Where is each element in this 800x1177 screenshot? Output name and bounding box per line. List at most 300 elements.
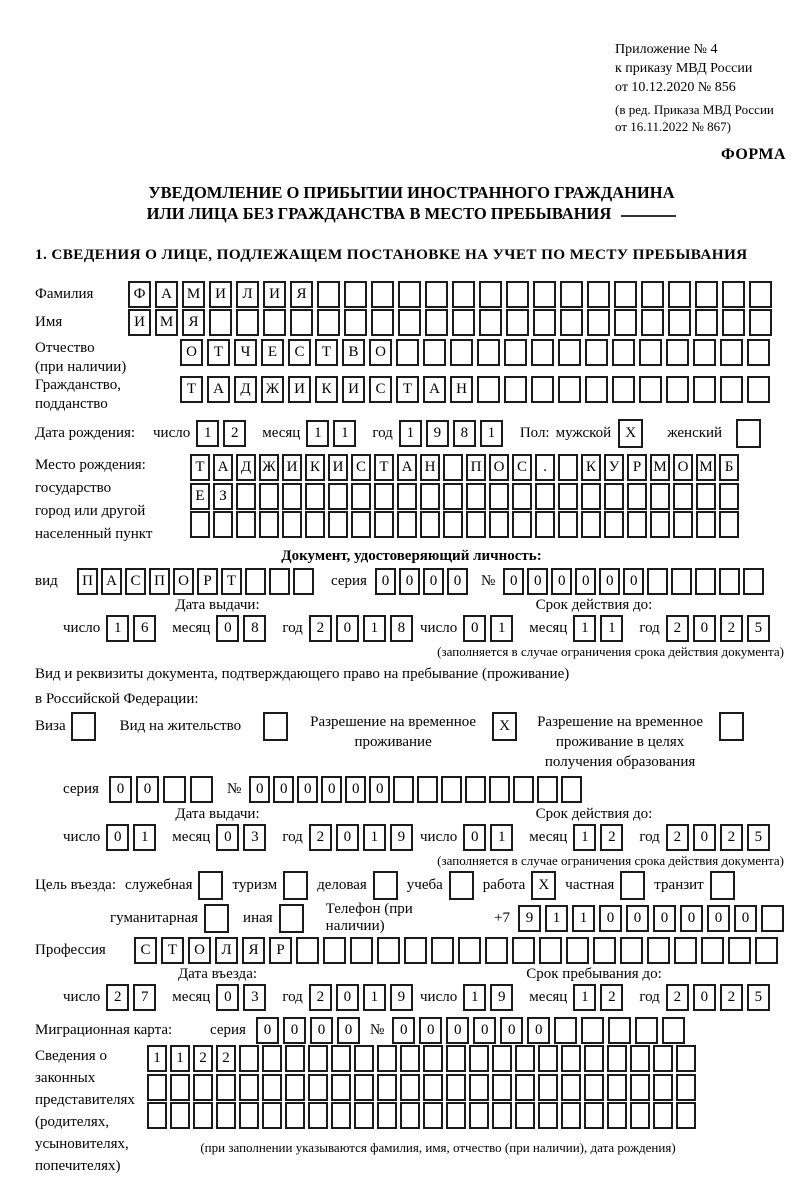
char-cell[interactable]: [269, 568, 290, 595]
char-cell[interactable]: [538, 1102, 558, 1129]
char-cell[interactable]: [593, 937, 616, 964]
char-cell[interactable]: 2: [309, 615, 332, 642]
char-cell[interactable]: [420, 483, 440, 510]
char-cell[interactable]: 3: [243, 824, 266, 851]
char-cell[interactable]: [554, 1017, 577, 1044]
char-cell[interactable]: [581, 511, 601, 538]
char-cell[interactable]: 1: [545, 905, 568, 932]
char-cell[interactable]: П: [149, 568, 170, 595]
char-cell[interactable]: [398, 309, 421, 336]
char-cell[interactable]: [420, 511, 440, 538]
char-cell[interactable]: [743, 568, 764, 595]
char-cell[interactable]: [423, 1074, 443, 1101]
char-cell[interactable]: [443, 454, 463, 481]
char-cell[interactable]: [443, 483, 463, 510]
char-cell[interactable]: Ф: [128, 281, 151, 308]
char-cell[interactable]: 5: [747, 615, 770, 642]
char-cell[interactable]: Ч: [234, 339, 257, 366]
char-cell[interactable]: [581, 1017, 604, 1044]
char-cell[interactable]: [558, 339, 581, 366]
char-cell[interactable]: [317, 281, 340, 308]
char-cell[interactable]: 1: [480, 420, 503, 447]
char-cell[interactable]: Т: [190, 454, 210, 481]
char-cell[interactable]: [720, 339, 743, 366]
char-cell[interactable]: И: [282, 454, 302, 481]
char-cell[interactable]: С: [369, 376, 392, 403]
purpose-humanitarian-checkbox[interactable]: [204, 904, 229, 933]
char-cell[interactable]: И: [209, 281, 232, 308]
char-cell[interactable]: 6: [133, 615, 156, 642]
char-cell[interactable]: [239, 1074, 259, 1101]
char-cell[interactable]: [308, 1102, 328, 1129]
char-cell[interactable]: [696, 483, 716, 510]
char-cell[interactable]: [515, 1102, 535, 1129]
char-cell[interactable]: [393, 776, 414, 803]
char-cell[interactable]: 5: [747, 984, 770, 1011]
char-cell[interactable]: С: [288, 339, 311, 366]
char-cell[interactable]: У: [604, 454, 624, 481]
char-cell[interactable]: [262, 1074, 282, 1101]
purpose-transit-checkbox[interactable]: [710, 871, 735, 900]
char-cell[interactable]: [296, 937, 319, 964]
char-cell[interactable]: [398, 281, 421, 308]
char-cell[interactable]: 0: [447, 568, 468, 595]
char-cell[interactable]: 2: [216, 1045, 236, 1072]
char-cell[interactable]: [147, 1102, 167, 1129]
char-cell[interactable]: [539, 937, 562, 964]
char-cell[interactable]: [614, 281, 637, 308]
char-cell[interactable]: [236, 511, 256, 538]
char-cell[interactable]: [282, 483, 302, 510]
char-cell[interactable]: [331, 1045, 351, 1072]
char-cell[interactable]: [209, 309, 232, 336]
char-cell[interactable]: [377, 1074, 397, 1101]
char-cell[interactable]: [630, 1102, 650, 1129]
char-cell[interactable]: [693, 339, 716, 366]
char-cell[interactable]: [216, 1102, 236, 1129]
char-cell[interactable]: 1: [147, 1045, 167, 1072]
char-cell[interactable]: О: [673, 454, 693, 481]
char-cell[interactable]: О: [188, 937, 211, 964]
char-cell[interactable]: К: [305, 454, 325, 481]
visa-checkbox[interactable]: [71, 712, 96, 741]
char-cell[interactable]: [425, 309, 448, 336]
char-cell[interactable]: 2: [666, 984, 689, 1011]
char-cell[interactable]: [492, 1074, 512, 1101]
char-cell[interactable]: [561, 1045, 581, 1072]
char-cell[interactable]: [466, 511, 486, 538]
char-cell[interactable]: 0: [653, 905, 676, 932]
char-cell[interactable]: 0: [423, 568, 444, 595]
char-cell[interactable]: [728, 937, 751, 964]
char-cell[interactable]: Т: [396, 376, 419, 403]
char-cell[interactable]: И: [342, 376, 365, 403]
char-cell[interactable]: [193, 1102, 213, 1129]
char-cell[interactable]: [749, 309, 772, 336]
char-cell[interactable]: 1: [170, 1045, 190, 1072]
char-cell[interactable]: [627, 483, 647, 510]
char-cell[interactable]: [489, 776, 510, 803]
char-cell[interactable]: [506, 281, 529, 308]
char-cell[interactable]: [587, 309, 610, 336]
char-cell[interactable]: [612, 339, 635, 366]
char-cell[interactable]: 0: [707, 905, 730, 932]
char-cell[interactable]: [213, 511, 233, 538]
char-cell[interactable]: [351, 483, 371, 510]
char-cell[interactable]: [676, 1102, 696, 1129]
char-cell[interactable]: [305, 483, 325, 510]
char-cell[interactable]: [489, 483, 509, 510]
char-cell[interactable]: [331, 1074, 351, 1101]
char-cell[interactable]: 0: [336, 824, 359, 851]
char-cell[interactable]: 0: [399, 568, 420, 595]
char-cell[interactable]: Р: [627, 454, 647, 481]
char-cell[interactable]: 2: [193, 1045, 213, 1072]
char-cell[interactable]: [443, 511, 463, 538]
char-cell[interactable]: [308, 1045, 328, 1072]
char-cell[interactable]: [719, 483, 739, 510]
char-cell[interactable]: [620, 937, 643, 964]
char-cell[interactable]: Я: [242, 937, 265, 964]
char-cell[interactable]: 1: [490, 615, 513, 642]
char-cell[interactable]: П: [77, 568, 98, 595]
char-cell[interactable]: [423, 1045, 443, 1072]
char-cell[interactable]: 9: [490, 984, 513, 1011]
char-cell[interactable]: О: [489, 454, 509, 481]
char-cell[interactable]: [477, 376, 500, 403]
char-cell[interactable]: М: [650, 454, 670, 481]
char-cell[interactable]: Т: [221, 568, 242, 595]
char-cell[interactable]: [458, 937, 481, 964]
char-cell[interactable]: В: [342, 339, 365, 366]
char-cell[interactable]: 1: [463, 984, 486, 1011]
char-cell[interactable]: 0: [734, 905, 757, 932]
char-cell[interactable]: [531, 376, 554, 403]
char-cell[interactable]: [585, 376, 608, 403]
char-cell[interactable]: 8: [390, 615, 413, 642]
char-cell[interactable]: [671, 568, 692, 595]
char-cell[interactable]: [515, 1045, 535, 1072]
char-cell[interactable]: И: [263, 281, 286, 308]
char-cell[interactable]: 0: [446, 1017, 469, 1044]
char-cell[interactable]: [397, 511, 417, 538]
char-cell[interactable]: 8: [453, 420, 476, 447]
sex-male-checkbox[interactable]: X: [618, 419, 643, 448]
char-cell[interactable]: [469, 1045, 489, 1072]
char-cell[interactable]: [647, 568, 668, 595]
char-cell[interactable]: 9: [390, 824, 413, 851]
char-cell[interactable]: [506, 309, 529, 336]
char-cell[interactable]: О: [369, 339, 392, 366]
char-cell[interactable]: [263, 309, 286, 336]
char-cell[interactable]: Д: [236, 454, 256, 481]
char-cell[interactable]: 1: [333, 420, 356, 447]
char-cell[interactable]: 1: [573, 824, 596, 851]
char-cell[interactable]: 1: [399, 420, 422, 447]
char-cell[interactable]: [147, 1074, 167, 1101]
char-cell[interactable]: 0: [216, 615, 239, 642]
char-cell[interactable]: 7: [133, 984, 156, 1011]
char-cell[interactable]: 2: [600, 984, 623, 1011]
char-cell[interactable]: [452, 281, 475, 308]
char-cell[interactable]: [695, 309, 718, 336]
char-cell[interactable]: 1: [106, 615, 129, 642]
char-cell[interactable]: 1: [306, 420, 329, 447]
char-cell[interactable]: 1: [600, 615, 623, 642]
char-cell[interactable]: 0: [297, 776, 318, 803]
char-cell[interactable]: [236, 309, 259, 336]
char-cell[interactable]: [492, 1102, 512, 1129]
char-cell[interactable]: Б: [719, 454, 739, 481]
char-cell[interactable]: [371, 309, 394, 336]
char-cell[interactable]: 2: [666, 824, 689, 851]
char-cell[interactable]: А: [423, 376, 446, 403]
char-cell[interactable]: [308, 1074, 328, 1101]
char-cell[interactable]: А: [155, 281, 178, 308]
char-cell[interactable]: 0: [527, 1017, 550, 1044]
char-cell[interactable]: П: [466, 454, 486, 481]
char-cell[interactable]: [504, 376, 527, 403]
char-cell[interactable]: [285, 1045, 305, 1072]
char-cell[interactable]: 1: [573, 615, 596, 642]
char-cell[interactable]: [354, 1102, 374, 1129]
char-cell[interactable]: 2: [720, 984, 743, 1011]
char-cell[interactable]: [328, 483, 348, 510]
char-cell[interactable]: 2: [600, 824, 623, 851]
char-cell[interactable]: Е: [190, 483, 210, 510]
char-cell[interactable]: [566, 937, 589, 964]
char-cell[interactable]: 9: [390, 984, 413, 1011]
char-cell[interactable]: [285, 1074, 305, 1101]
char-cell[interactable]: 1: [196, 420, 219, 447]
char-cell[interactable]: 0: [599, 568, 620, 595]
char-cell[interactable]: [749, 281, 772, 308]
char-cell[interactable]: [650, 511, 670, 538]
char-cell[interactable]: 0: [369, 776, 390, 803]
char-cell[interactable]: 0: [419, 1017, 442, 1044]
char-cell[interactable]: [538, 1045, 558, 1072]
char-cell[interactable]: 0: [392, 1017, 415, 1044]
char-cell[interactable]: Ж: [259, 454, 279, 481]
char-cell[interactable]: [465, 776, 486, 803]
char-cell[interactable]: Т: [374, 454, 394, 481]
char-cell[interactable]: [163, 776, 186, 803]
char-cell[interactable]: [371, 281, 394, 308]
char-cell[interactable]: [696, 511, 716, 538]
char-cell[interactable]: [560, 309, 583, 336]
char-cell[interactable]: [400, 1074, 420, 1101]
char-cell[interactable]: [190, 511, 210, 538]
char-cell[interactable]: [639, 339, 662, 366]
char-cell[interactable]: [431, 937, 454, 964]
char-cell[interactable]: [262, 1102, 282, 1129]
char-cell[interactable]: К: [315, 376, 338, 403]
char-cell[interactable]: [585, 339, 608, 366]
char-cell[interactable]: [377, 1102, 397, 1129]
char-cell[interactable]: [581, 483, 601, 510]
char-cell[interactable]: [538, 1074, 558, 1101]
char-cell[interactable]: 0: [321, 776, 342, 803]
char-cell[interactable]: [423, 1102, 443, 1129]
char-cell[interactable]: Я: [290, 281, 313, 308]
char-cell[interactable]: [668, 309, 691, 336]
char-cell[interactable]: [354, 1074, 374, 1101]
char-cell[interactable]: 0: [500, 1017, 523, 1044]
char-cell[interactable]: Р: [269, 937, 292, 964]
char-cell[interactable]: 2: [309, 984, 332, 1011]
char-cell[interactable]: [607, 1074, 627, 1101]
char-cell[interactable]: 9: [518, 905, 541, 932]
char-cell[interactable]: [720, 376, 743, 403]
char-cell[interactable]: [170, 1102, 190, 1129]
char-cell[interactable]: [635, 1017, 658, 1044]
char-cell[interactable]: [350, 937, 373, 964]
char-cell[interactable]: [377, 937, 400, 964]
char-cell[interactable]: [755, 937, 778, 964]
char-cell[interactable]: 3: [243, 984, 266, 1011]
char-cell[interactable]: [666, 339, 689, 366]
char-cell[interactable]: [396, 339, 419, 366]
char-cell[interactable]: Ж: [261, 376, 284, 403]
char-cell[interactable]: [666, 376, 689, 403]
char-cell[interactable]: [293, 568, 314, 595]
char-cell[interactable]: [259, 511, 279, 538]
char-cell[interactable]: [512, 511, 532, 538]
char-cell[interactable]: [537, 776, 558, 803]
char-cell[interactable]: [662, 1017, 685, 1044]
char-cell[interactable]: [245, 568, 266, 595]
char-cell[interactable]: [653, 1045, 673, 1072]
char-cell[interactable]: [608, 1017, 631, 1044]
char-cell[interactable]: [604, 511, 624, 538]
char-cell[interactable]: [558, 376, 581, 403]
char-cell[interactable]: 0: [216, 984, 239, 1011]
char-cell[interactable]: [374, 483, 394, 510]
char-cell[interactable]: Е: [261, 339, 284, 366]
char-cell[interactable]: [641, 281, 664, 308]
char-cell[interactable]: [170, 1074, 190, 1101]
char-cell[interactable]: 0: [375, 568, 396, 595]
char-cell[interactable]: 0: [623, 568, 644, 595]
char-cell[interactable]: 1: [573, 984, 596, 1011]
char-cell[interactable]: Т: [207, 339, 230, 366]
char-cell[interactable]: [584, 1102, 604, 1129]
char-cell[interactable]: [513, 776, 534, 803]
char-cell[interactable]: [531, 339, 554, 366]
char-cell[interactable]: 2: [309, 824, 332, 851]
char-cell[interactable]: 0: [473, 1017, 496, 1044]
purpose-official-checkbox[interactable]: [198, 871, 223, 900]
char-cell[interactable]: [607, 1102, 627, 1129]
char-cell[interactable]: [344, 281, 367, 308]
char-cell[interactable]: [695, 568, 716, 595]
char-cell[interactable]: [584, 1045, 604, 1072]
char-cell[interactable]: 0: [680, 905, 703, 932]
char-cell[interactable]: [587, 281, 610, 308]
char-cell[interactable]: [485, 937, 508, 964]
char-cell[interactable]: Т: [315, 339, 338, 366]
char-cell[interactable]: 1: [363, 824, 386, 851]
char-cell[interactable]: [317, 309, 340, 336]
purpose-private-checkbox[interactable]: [620, 871, 645, 900]
char-cell[interactable]: [377, 1045, 397, 1072]
char-cell[interactable]: [331, 1102, 351, 1129]
char-cell[interactable]: 1: [363, 984, 386, 1011]
char-cell[interactable]: [282, 511, 302, 538]
char-cell[interactable]: [193, 1074, 213, 1101]
char-cell[interactable]: [397, 483, 417, 510]
char-cell[interactable]: [404, 937, 427, 964]
char-cell[interactable]: 1: [133, 824, 156, 851]
char-cell[interactable]: 0: [599, 905, 622, 932]
char-cell[interactable]: [653, 1102, 673, 1129]
char-cell[interactable]: [676, 1074, 696, 1101]
char-cell[interactable]: Т: [180, 376, 203, 403]
char-cell[interactable]: [452, 309, 475, 336]
char-cell[interactable]: 1: [572, 905, 595, 932]
char-cell[interactable]: [693, 376, 716, 403]
char-cell[interactable]: [489, 511, 509, 538]
char-cell[interactable]: Р: [197, 568, 218, 595]
char-cell[interactable]: О: [173, 568, 194, 595]
char-cell[interactable]: 0: [503, 568, 524, 595]
char-cell[interactable]: И: [128, 309, 151, 336]
char-cell[interactable]: 2: [720, 615, 743, 642]
char-cell[interactable]: [423, 339, 446, 366]
char-cell[interactable]: [719, 511, 739, 538]
char-cell[interactable]: 0: [336, 984, 359, 1011]
char-cell[interactable]: И: [328, 454, 348, 481]
char-cell[interactable]: 5: [747, 824, 770, 851]
char-cell[interactable]: 0: [693, 615, 716, 642]
char-cell[interactable]: 2: [223, 420, 246, 447]
char-cell[interactable]: Т: [161, 937, 184, 964]
char-cell[interactable]: [374, 511, 394, 538]
char-cell[interactable]: [285, 1102, 305, 1129]
char-cell[interactable]: [290, 309, 313, 336]
char-cell[interactable]: 0: [626, 905, 649, 932]
char-cell[interactable]: [504, 339, 527, 366]
char-cell[interactable]: [747, 376, 770, 403]
char-cell[interactable]: 0: [109, 776, 132, 803]
char-cell[interactable]: [450, 339, 473, 366]
char-cell[interactable]: 9: [426, 420, 449, 447]
char-cell[interactable]: [630, 1045, 650, 1072]
char-cell[interactable]: 0: [336, 615, 359, 642]
char-cell[interactable]: М: [182, 281, 205, 308]
char-cell[interactable]: [560, 281, 583, 308]
char-cell[interactable]: [323, 937, 346, 964]
char-cell[interactable]: 0: [283, 1017, 306, 1044]
char-cell[interactable]: [239, 1045, 259, 1072]
char-cell[interactable]: 0: [273, 776, 294, 803]
char-cell[interactable]: 0: [216, 824, 239, 851]
char-cell[interactable]: [650, 483, 670, 510]
char-cell[interactable]: Л: [236, 281, 259, 308]
char-cell[interactable]: [722, 309, 745, 336]
char-cell[interactable]: [695, 281, 718, 308]
char-cell[interactable]: [747, 339, 770, 366]
char-cell[interactable]: Д: [234, 376, 257, 403]
sex-female-checkbox[interactable]: [736, 419, 761, 448]
char-cell[interactable]: [647, 937, 670, 964]
char-cell[interactable]: [607, 1045, 627, 1072]
char-cell[interactable]: [262, 1045, 282, 1072]
char-cell[interactable]: [446, 1102, 466, 1129]
char-cell[interactable]: [512, 937, 535, 964]
char-cell[interactable]: [446, 1074, 466, 1101]
char-cell[interactable]: Н: [420, 454, 440, 481]
